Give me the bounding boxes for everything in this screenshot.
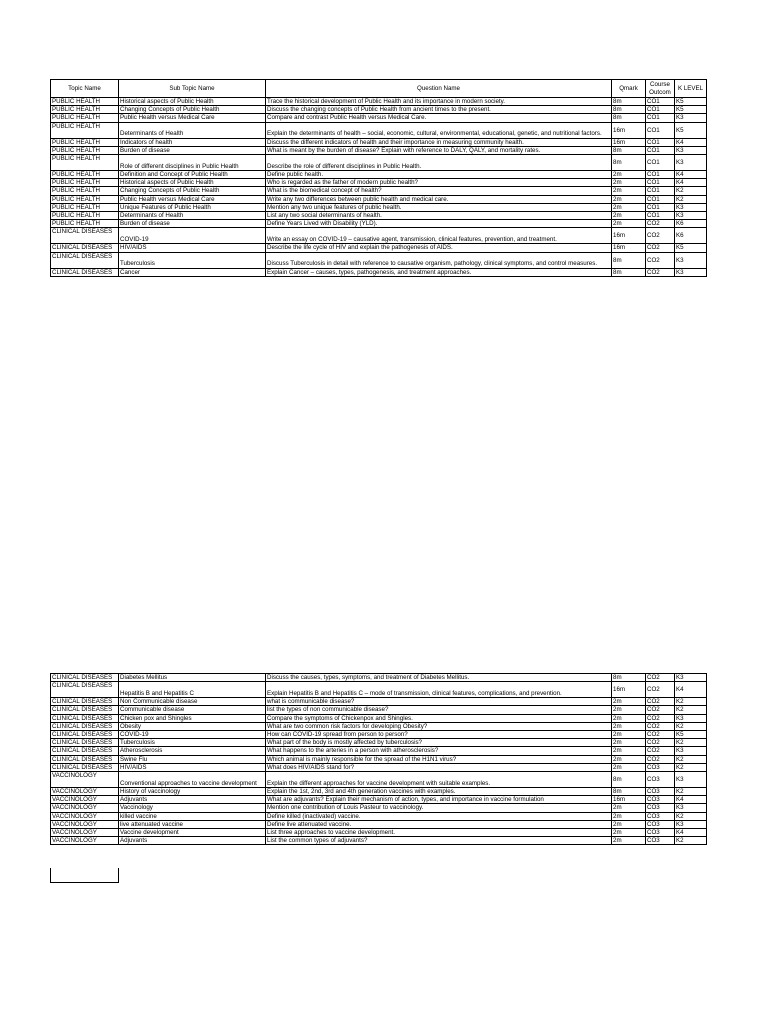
topic-cell: PUBLIC HEALTH: [51, 155, 119, 171]
topic-cell: CLINICAL DISEASES: [51, 747, 119, 755]
topic-cell: CLINICAL DISEASES: [51, 674, 119, 682]
topic-cell: VACCINOLOGY: [51, 812, 119, 820]
subtopic-cell: Tuberculosis: [119, 739, 266, 747]
k-level-cell: K3: [675, 252, 707, 268]
subtopic-cell: Non Communicable disease: [119, 698, 266, 706]
topic-cell: CLINICAL DISEASES: [51, 763, 119, 771]
table-body: [51, 98, 707, 277]
subtopic-cell: Communicable disease: [119, 706, 266, 714]
k-level-cell: K5: [675, 122, 707, 138]
question-cell: What does HIV/AIDS stand for?: [266, 763, 612, 771]
course-outcome-cell: CO2: [646, 722, 675, 730]
qmark-cell: 16m: [612, 228, 646, 244]
subtopic-cell: HIV/AIDS: [119, 763, 266, 771]
qmark-cell: 2m: [612, 755, 646, 763]
course-outcome-cell: CO3: [646, 772, 675, 788]
subtopic-cell: live attenuated vaccine: [119, 820, 266, 828]
k-level-cell: K5: [675, 244, 707, 252]
subtopic-cell: COVID-19: [119, 228, 266, 244]
topic-cell: CLINICAL DISEASES: [51, 268, 119, 276]
question-cell: Discuss the causes, types, symptoms, and treatment of Diabetes Mellitus.: [266, 674, 612, 682]
question-cell: List three approaches to vaccine development.: [266, 829, 612, 837]
k-level-cell: K3: [675, 212, 707, 220]
table-row: [51, 106, 707, 114]
qmark-cell: 2m: [612, 171, 646, 179]
k-level-cell: K2: [675, 837, 707, 845]
question-cell: Write any two differences between public health and medical care.: [266, 195, 612, 203]
k-level-cell: K2: [675, 763, 707, 771]
k-level-cell: K5: [675, 98, 707, 106]
topic-cell: CLINICAL DISEASES: [51, 682, 119, 698]
qmark-cell: 2m: [612, 220, 646, 228]
course-outcome-cell: CO3: [646, 796, 675, 804]
k-level-cell: K2: [675, 698, 707, 706]
course-outcome-cell: CO2: [646, 244, 675, 252]
k-level-cell: K3: [675, 714, 707, 722]
qmark-cell: 2m: [612, 812, 646, 820]
k-level-cell: K4: [675, 682, 707, 698]
question-cell: Explain the different approaches for vaccine development with suitable examples.: [266, 772, 612, 788]
course-outcome-cell: CO3: [646, 820, 675, 828]
k-level-cell: K3: [675, 146, 707, 154]
topic-cell: CLINICAL DISEASES: [51, 755, 119, 763]
course-outcome-cell: CO2: [646, 714, 675, 722]
topic-cell: CLINICAL DISEASES: [51, 698, 119, 706]
table-row: [51, 812, 707, 820]
table-row: [51, 837, 707, 845]
question-cell: List the common types of adjuvants?: [266, 837, 612, 845]
subtopic-cell: Diabetes Mellitus: [119, 674, 266, 682]
topic-cell: CLINICAL DISEASES: [51, 706, 119, 714]
subtopic-cell: HIV/AIDS: [119, 244, 266, 252]
qmark-cell: 8m: [612, 788, 646, 796]
table-row: [51, 747, 707, 755]
qmark-cell: 8m: [612, 114, 646, 122]
table-row: [51, 228, 707, 244]
k-level-cell: K4: [675, 179, 707, 187]
qmark-cell: 16m: [612, 138, 646, 146]
subtopic-cell: Public Health versus Medical Care: [119, 114, 266, 122]
table-row: [51, 674, 707, 682]
subtopic-cell: Unique Features of Public Health: [119, 203, 266, 211]
question-cell: What happens to the arteries in a person with atherosclerosis?: [266, 747, 612, 755]
k-level-cell: K5: [675, 106, 707, 114]
question-cell: Trace the historical development of Public Health and its importance in modern society.: [266, 98, 612, 106]
table-row: [51, 179, 707, 187]
topic-cell: PUBLIC HEALTH: [51, 146, 119, 154]
subtopic-cell: Chicken pox and Shingles: [119, 714, 266, 722]
k-level-cell: K3: [675, 772, 707, 788]
qmark-cell: 2m: [612, 829, 646, 837]
course-outcome-cell: CO2: [646, 674, 675, 682]
k-level-cell: K2: [675, 722, 707, 730]
empty-trailing-cell: [50, 868, 119, 883]
question-cell: Explain the 1st, 2nd, 3rd and 4th generation vaccines with examples.: [266, 788, 612, 796]
question-cell: Describe the life cycle of HIV and explain the pathogenesis of AIDS.: [266, 244, 612, 252]
subtopic-cell: Vaccine development: [119, 829, 266, 837]
subtopic-cell: Indicators of health: [119, 138, 266, 146]
k-level-cell: K2: [675, 755, 707, 763]
subtopic-cell: Swine Flu: [119, 755, 266, 763]
k-level-cell: K3: [675, 203, 707, 211]
subtopic-cell: History of vaccinology: [119, 788, 266, 796]
question-cell: What are two common risk factors for developing Obesity?: [266, 722, 612, 730]
question-cell: Which animal is mainly responsible for the spread of the H1N1 virus?: [266, 755, 612, 763]
qmark-cell: 2m: [612, 212, 646, 220]
course-outcome-cell: CO1: [646, 146, 675, 154]
subtopic-cell: COVID-19: [119, 731, 266, 739]
course-outcome-cell: CO1: [646, 138, 675, 146]
qmark-cell: 16m: [612, 682, 646, 698]
subtopic-cell: Adjuvants: [119, 837, 266, 845]
table-row: [51, 772, 707, 788]
question-cell: What is meant by the burden of disease? Explain with reference to DALY, QALY, and mortality rates.: [266, 146, 612, 154]
question-cell: What is the biomedical concept of health?: [266, 187, 612, 195]
course-outcome-cell: CO1: [646, 122, 675, 138]
subtopic-cell: Atherosclerosis: [119, 747, 266, 755]
qmark-cell: 2m: [612, 820, 646, 828]
subtopic-cell: killed vaccine: [119, 812, 266, 820]
table-row: [51, 820, 707, 828]
topic-cell: VACCINOLOGY: [51, 788, 119, 796]
k-level-cell: K2: [675, 788, 707, 796]
header-topic-name: Topic Name: [51, 80, 119, 98]
qmark-cell: 2m: [612, 187, 646, 195]
topic-cell: CLINICAL DISEASES: [51, 722, 119, 730]
header-k-level: K LEVEL: [675, 80, 707, 98]
k-level-cell: K2: [675, 739, 707, 747]
k-level-cell: K2: [675, 187, 707, 195]
qmark-cell: 16m: [612, 244, 646, 252]
qmark-cell: 2m: [612, 804, 646, 812]
question-cell: Mention any two unique features of public health.: [266, 203, 612, 211]
k-level-cell: K2: [675, 706, 707, 714]
qmark-cell: 2m: [612, 747, 646, 755]
table-row: [51, 788, 707, 796]
question-cell: Who is regarded as the father of modern public health?: [266, 179, 612, 187]
topic-cell: VACCINOLOGY: [51, 820, 119, 828]
qmark-cell: 8m: [612, 106, 646, 114]
topic-cell: VACCINOLOGY: [51, 796, 119, 804]
header-qmark: Qmark: [612, 80, 646, 98]
qmark-cell: 2m: [612, 706, 646, 714]
course-outcome-cell: CO2: [646, 682, 675, 698]
question-cell: Define live attenuated vaccine.: [266, 820, 612, 828]
topic-cell: VACCINOLOGY: [51, 772, 119, 788]
table-row: [51, 203, 707, 211]
table-row: [51, 682, 707, 698]
qmark-cell: 16m: [612, 796, 646, 804]
subtopic-cell: Public Health versus Medical Care: [119, 195, 266, 203]
topic-cell: PUBLIC HEALTH: [51, 106, 119, 114]
k-level-cell: K6: [675, 220, 707, 228]
table-row: [51, 138, 707, 146]
topic-cell: PUBLIC HEALTH: [51, 122, 119, 138]
topic-cell: PUBLIC HEALTH: [51, 114, 119, 122]
qmark-cell: 2m: [612, 722, 646, 730]
subtopic-cell: Role of different disciplines in Public Health: [119, 155, 266, 171]
qmark-cell: 8m: [612, 252, 646, 268]
question-cell: Describe the role of different disciplines in Public Health.: [266, 155, 612, 171]
table-row: [51, 829, 707, 837]
question-bank-table-page-1: [50, 79, 707, 277]
qmark-cell: 2m: [612, 763, 646, 771]
course-outcome-cell: CO2: [646, 228, 675, 244]
course-outcome-cell: CO1: [646, 171, 675, 179]
subtopic-cell: Burden of disease: [119, 220, 266, 228]
subtopic-cell: Changing Concepts of Public Health: [119, 106, 266, 114]
subtopic-cell: Historical aspects of Public Health: [119, 179, 266, 187]
header-course-outcome: Course Outcom: [646, 80, 675, 98]
qmark-cell: 8m: [612, 98, 646, 106]
subtopic-cell: Hepatitis B and Hepatitis C: [119, 682, 266, 698]
header-question-name: Question Name: [266, 80, 612, 98]
question-cell: How can COVID-19 spread from person to person?: [266, 731, 612, 739]
k-level-cell: K3: [675, 804, 707, 812]
question-cell: Discuss the different indicators of health and their importance in measuring community health.: [266, 138, 612, 146]
table-row: [51, 796, 707, 804]
topic-cell: PUBLIC HEALTH: [51, 212, 119, 220]
subtopic-cell: Vaccinology: [119, 804, 266, 812]
table-row: [51, 146, 707, 154]
table-row: [51, 763, 707, 771]
topic-cell: PUBLIC HEALTH: [51, 98, 119, 106]
k-level-cell: K5: [675, 731, 707, 739]
k-level-cell: K4: [675, 796, 707, 804]
qmark-cell: 2m: [612, 837, 646, 845]
qmark-cell: 8m: [612, 155, 646, 171]
question-cell: Explain the determinants of health – social, economic, cultural, environmental, educational, genetic, and nutritional factors.: [266, 122, 612, 138]
subtopic-cell: Definition and Concept of Public Health: [119, 171, 266, 179]
header-sub-topic-name: Sub Topic Name: [119, 80, 266, 98]
course-outcome-cell: CO2: [646, 252, 675, 268]
table-row: [51, 122, 707, 138]
qmark-cell: 8m: [612, 674, 646, 682]
table-body: [51, 674, 707, 845]
subtopic-cell: Obesity: [119, 722, 266, 730]
subtopic-cell: Determinants of Health: [119, 122, 266, 138]
qmark-cell: 2m: [612, 203, 646, 211]
table-row: [51, 731, 707, 739]
question-cell: Mention one contribution of Louis Pasteur to vaccinology.: [266, 804, 612, 812]
topic-cell: PUBLIC HEALTH: [51, 138, 119, 146]
topic-cell: PUBLIC HEALTH: [51, 203, 119, 211]
course-outcome-cell: CO3: [646, 763, 675, 771]
table-row: [51, 220, 707, 228]
course-outcome-cell: CO2: [646, 731, 675, 739]
course-outcome-cell: CO2: [646, 739, 675, 747]
k-level-cell: K4: [675, 829, 707, 837]
topic-cell: VACCINOLOGY: [51, 804, 119, 812]
course-outcome-cell: CO3: [646, 837, 675, 845]
table-row: [51, 755, 707, 763]
table-row: [51, 739, 707, 747]
k-level-cell: K2: [675, 812, 707, 820]
table-row: [51, 698, 707, 706]
course-outcome-cell: CO1: [646, 98, 675, 106]
k-level-cell: K3: [675, 747, 707, 755]
table-row: [51, 114, 707, 122]
topic-cell: VACCINOLOGY: [51, 829, 119, 837]
table-row: [51, 268, 707, 276]
k-level-cell: K3: [675, 674, 707, 682]
course-outcome-cell: CO1: [646, 195, 675, 203]
table-row: [51, 195, 707, 203]
topic-cell: CLINICAL DISEASES: [51, 731, 119, 739]
qmark-cell: 2m: [612, 179, 646, 187]
table-row: [51, 212, 707, 220]
topic-cell: PUBLIC HEALTH: [51, 179, 119, 187]
k-level-cell: K3: [675, 820, 707, 828]
table-row: [51, 706, 707, 714]
subtopic-cell: Determinants of Health: [119, 212, 266, 220]
course-outcome-cell: CO3: [646, 812, 675, 820]
question-cell: What part of the body is mostly affected by tuberculosis?: [266, 739, 612, 747]
qmark-cell: 8m: [612, 268, 646, 276]
topic-cell: CLINICAL DISEASES: [51, 244, 119, 252]
course-outcome-cell: CO1: [646, 187, 675, 195]
subtopic-cell: Historical aspects of Public Health: [119, 98, 266, 106]
course-outcome-cell: CO1: [646, 203, 675, 211]
qmark-cell: 2m: [612, 731, 646, 739]
subtopic-cell: Cancer: [119, 268, 266, 276]
course-outcome-cell: CO1: [646, 212, 675, 220]
table-row: [51, 252, 707, 268]
question-cell: Compare and contrast Public Health versus Medical Care.: [266, 114, 612, 122]
question-cell: What are adjuvants? Explain their mechanism of action, types, and importance in vaccine formulation: [266, 796, 612, 804]
question-cell: Explain Cancer – causes, types, pathogenesis, and treatment approaches.: [266, 268, 612, 276]
course-outcome-cell: CO2: [646, 747, 675, 755]
table-row: [51, 155, 707, 171]
question-cell: Compare the symptoms of Chickenpox and Shingles.: [266, 714, 612, 722]
qmark-cell: 2m: [612, 739, 646, 747]
subtopic-cell: Adjuvants: [119, 796, 266, 804]
course-outcome-cell: CO2: [646, 268, 675, 276]
question-cell: Define public health.: [266, 171, 612, 179]
qmark-cell: 8m: [612, 772, 646, 788]
table-row: [51, 804, 707, 812]
qmark-cell: 2m: [612, 714, 646, 722]
course-outcome-cell: CO2: [646, 698, 675, 706]
course-outcome-cell: CO3: [646, 788, 675, 796]
table-row: [51, 244, 707, 252]
course-outcome-cell: CO3: [646, 804, 675, 812]
qmark-cell: 2m: [612, 195, 646, 203]
k-level-cell: K3: [675, 155, 707, 171]
question-cell: List any two social determinants of health.: [266, 212, 612, 220]
course-outcome-cell: CO1: [646, 114, 675, 122]
question-cell: Define killed (inactivated) vaccine.: [266, 812, 612, 820]
course-outcome-cell: CO1: [646, 155, 675, 171]
question-cell: Define Years Lived with Disability (YLD).: [266, 220, 612, 228]
table-header-row: [51, 80, 707, 98]
topic-cell: VACCINOLOGY: [51, 837, 119, 845]
qmark-cell: 16m: [612, 122, 646, 138]
question-cell: list the types of non communicable disease?: [266, 706, 612, 714]
question-cell: Discuss the changing concepts of Public Health from ancient times to the present.: [266, 106, 612, 114]
table-row: [51, 98, 707, 106]
topic-cell: CLINICAL DISEASES: [51, 739, 119, 747]
table-row: [51, 187, 707, 195]
table-row: [51, 714, 707, 722]
subtopic-cell: Conventional approaches to vaccine development: [119, 772, 266, 788]
subtopic-cell: Changing Concepts of Public Health: [119, 187, 266, 195]
question-bank-table-page-2: [50, 673, 707, 845]
topic-cell: CLINICAL DISEASES: [51, 228, 119, 244]
course-outcome-cell: CO2: [646, 706, 675, 714]
qmark-cell: 2m: [612, 698, 646, 706]
topic-cell: PUBLIC HEALTH: [51, 195, 119, 203]
question-cell: Explain Hepatitis B and Hepatitis C – mode of transmission, clinical features, complications, and prevention.: [266, 682, 612, 698]
table-row: [51, 722, 707, 730]
qmark-cell: 8m: [612, 146, 646, 154]
subtopic-cell: Burden of disease: [119, 146, 266, 154]
question-cell: what is communicable disease?: [266, 698, 612, 706]
k-level-cell: K6: [675, 228, 707, 244]
topic-cell: CLINICAL DISEASES: [51, 252, 119, 268]
k-level-cell: K4: [675, 171, 707, 179]
k-level-cell: K3: [675, 268, 707, 276]
topic-cell: CLINICAL DISEASES: [51, 714, 119, 722]
topic-cell: PUBLIC HEALTH: [51, 187, 119, 195]
subtopic-cell: Tuberculosis: [119, 252, 266, 268]
question-cell: Write an essay on COVID-19 – causative agent, transmission, clinical features, prevention, and treatment.: [266, 228, 612, 244]
k-level-cell: K4: [675, 138, 707, 146]
table-row: [51, 171, 707, 179]
course-outcome-cell: CO2: [646, 220, 675, 228]
course-outcome-cell: CO2: [646, 755, 675, 763]
topic-cell: PUBLIC HEALTH: [51, 171, 119, 179]
course-outcome-cell: CO1: [646, 106, 675, 114]
topic-cell: PUBLIC HEALTH: [51, 220, 119, 228]
k-level-cell: K3: [675, 114, 707, 122]
course-outcome-cell: CO1: [646, 179, 675, 187]
question-cell: Discuss Tuberculosis in detail with reference to causative organism, pathology, clinical symptoms, and control measures.: [266, 252, 612, 268]
course-outcome-cell: CO3: [646, 829, 675, 837]
k-level-cell: K2: [675, 195, 707, 203]
